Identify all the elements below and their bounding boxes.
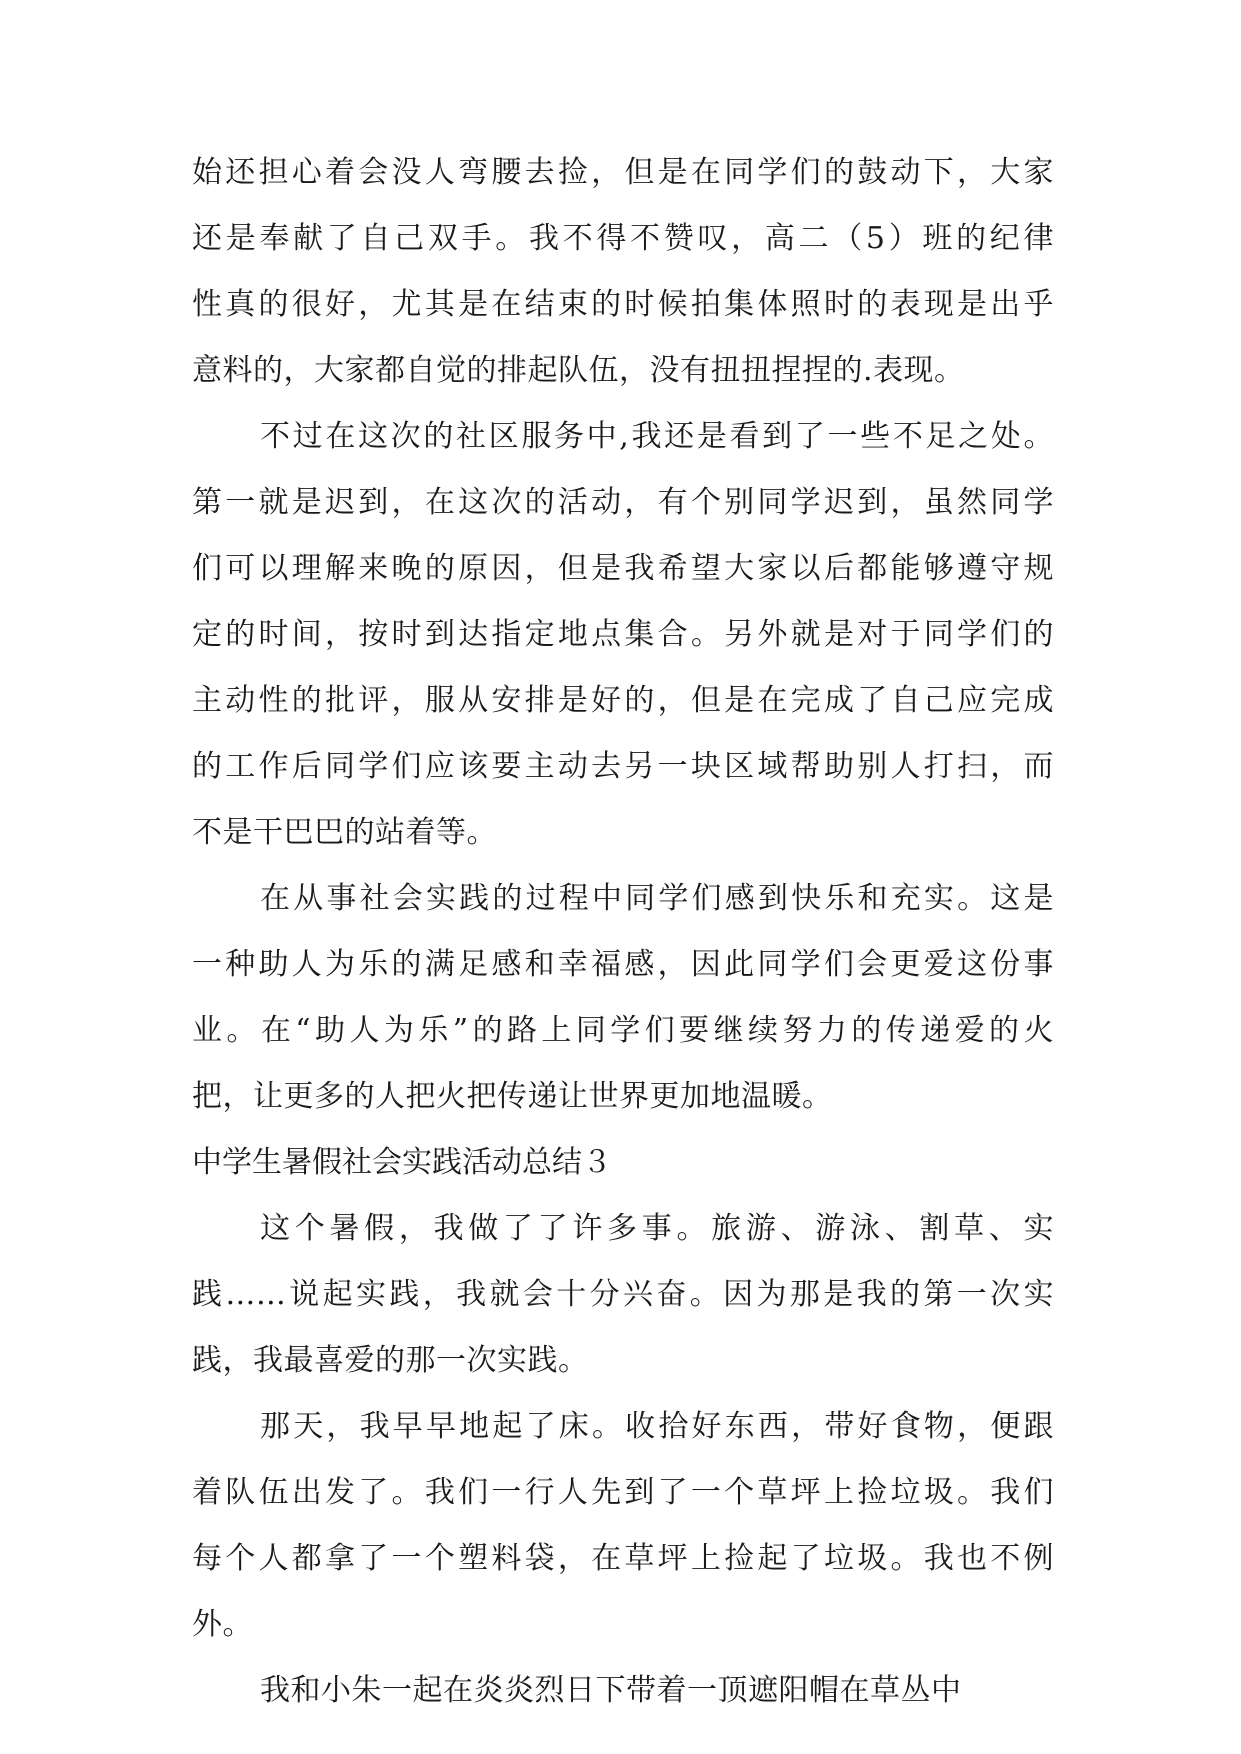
text-line: 们可以理解来晚的原因，但是我希望大家以后都能够遵守规 xyxy=(192,551,1054,586)
text-line: 我和小朱一起在炎炎烈日下带着一顶遮阳帽在草丛中 xyxy=(260,1673,962,1708)
document-page xyxy=(192,140,1054,1724)
text-line: 始还担心着会没人弯腰去捡，但是在同学们的鼓动下，大家 xyxy=(192,155,1054,190)
paragraph xyxy=(192,1658,1054,1724)
text-line: 性真的很好，尤其是在结束的时候拍集体照时的表现是出乎 xyxy=(192,287,1054,322)
text-line: 还是奉献了自己双手。我不得不赞叹，高二（5）班的纪律 xyxy=(192,221,1054,256)
paragraph xyxy=(192,140,1054,404)
text-line: 在从事社会实践的过程中同学们感到快乐和充实。这是 xyxy=(260,881,1054,916)
text-line: 那天，我早早地起了床。收拾好东西，带好食物，便跟 xyxy=(260,1409,1054,1444)
text-line: 一种助人为乐的满足感和幸福感，因此同学们会更爱这份事 xyxy=(192,947,1054,982)
paragraph xyxy=(192,1394,1054,1658)
text-line: 每个人都拿了一个塑料袋，在草坪上捡起了垃圾。我也不例 xyxy=(192,1541,1054,1576)
text-line: 不过在这次的社区服务中,我还是看到了一些不足之处。 xyxy=(260,419,1054,454)
text-line: 外。 xyxy=(192,1607,253,1642)
text-line: 的工作后同学们应该要主动去另一块区域帮助别人打扫，而 xyxy=(192,749,1054,784)
text-line: 着队伍出发了。我们一行人先到了一个草坪上捡垃圾。我们 xyxy=(192,1475,1054,1510)
heading-text: 中学生暑假社会实践活动总结３ xyxy=(192,1145,612,1180)
paragraph xyxy=(192,404,1054,866)
text-line: 这个暑假，我做了了许多事。旅游、游泳、割草、实 xyxy=(260,1211,1054,1246)
text-line: 践……说起实践，我就会十分兴奋。因为那是我的第一次实 xyxy=(192,1277,1054,1312)
paragraph xyxy=(192,866,1054,1130)
text-line: 第一就是迟到，在这次的活动，有个别同学迟到，虽然同学 xyxy=(192,485,1054,520)
text-line: 践，我最喜爱的那一次实践。 xyxy=(192,1343,589,1378)
paragraph xyxy=(192,1196,1054,1394)
text-line: 把，让更多的人把火把传递让世界更加地温暖。 xyxy=(192,1079,833,1114)
text-line: 定的时间，按时到达指定地点集合。另外就是对于同学们的 xyxy=(192,617,1054,652)
text-line: 业。在“助人为乐”的路上同学们要继续努力的传递爱的火 xyxy=(192,1013,1054,1048)
text-line: 不是干巴巴的站着等。 xyxy=(192,815,497,850)
text-line: 主动性的批评，服从安排是好的，但是在完成了自己应完成 xyxy=(192,683,1054,718)
text-line: 意料的，大家都自觉的排起队伍，没有扭扭捏捏的.表现。 xyxy=(192,353,965,388)
document-body xyxy=(192,140,1054,1724)
section-heading xyxy=(192,1130,1054,1196)
